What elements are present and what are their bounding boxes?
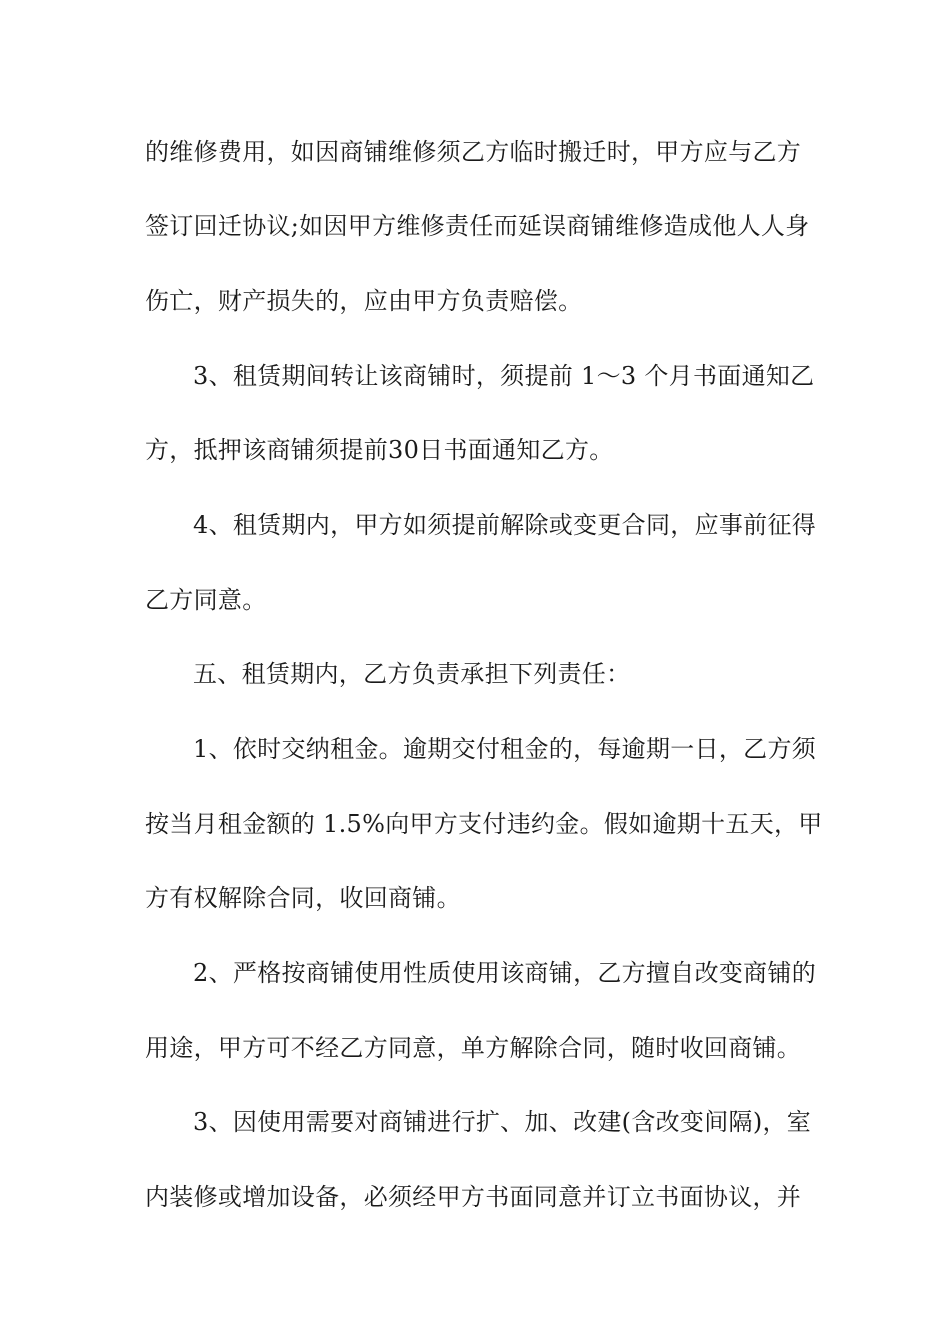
paragraph-start-line: 1、依时交纳租金。逾期交付租金的，每逾期一日，乙方须: [193, 735, 817, 763]
paragraph-start-line: 3、租赁期间转让该商铺时，须提前 1～3 个月书面通知乙: [193, 362, 815, 390]
text-line: 内装修或增加设备，必须经甲方书面同意并订立书面协议，并: [145, 1183, 802, 1211]
section-heading: 五、租赁期内，乙方负责承担下列责任：: [193, 660, 631, 688]
paragraph-start-line: 3、因使用需要对商铺进行扩、加、改建(含改变间隔)，室: [193, 1108, 812, 1136]
text-line: 签订回迁协议;如因甲方维修责任而延误商铺维修造成他人人身: [145, 212, 810, 240]
text-line: 方，抵押该商铺须提前30日书面通知乙方。: [145, 436, 614, 464]
paragraph-start-line: 4、租赁期内，甲方如须提前解除或变更合同，应事前征得: [193, 511, 817, 539]
text-line: 方有权解除合同，收回商铺。: [145, 884, 461, 912]
paragraph-start-line: 2、严格按商铺使用性质使用该商铺，乙方擅自改变商铺的: [193, 959, 817, 987]
text-line: 按当月租金额的 1.5%向甲方支付违约金。假如逾期十五天，甲: [145, 810, 823, 838]
text-line: 伤亡，财产损失的，应由甲方负责赔偿。: [145, 287, 583, 315]
text-line: 乙方同意。: [145, 586, 267, 614]
text-line: 用途，甲方可不经乙方同意，单方解除合同，随时收回商铺。: [145, 1034, 802, 1062]
text-line: 的维修费用，如因商铺维修须乙方临时搬迁时，甲方应与乙方: [145, 138, 802, 166]
